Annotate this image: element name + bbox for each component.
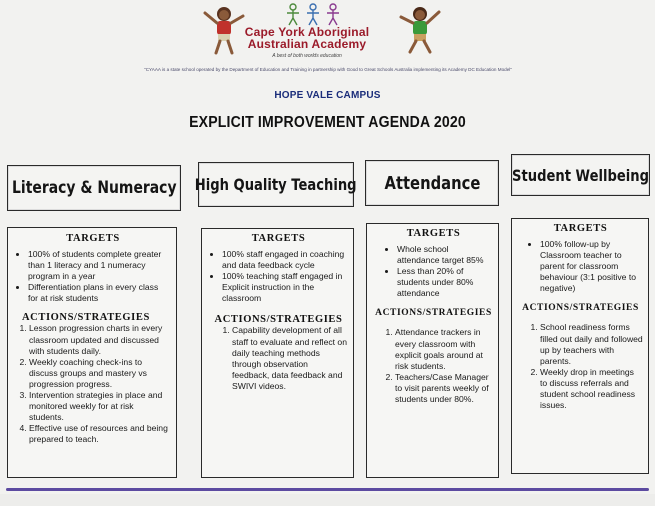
list-item: 2. Weekly drop in meetings to discuss referrals and student school readiness issues.: [540, 367, 643, 411]
actions-heading: ACTIONS/STRATEGIES: [522, 303, 639, 314]
academy-logo-icon: [283, 2, 343, 26]
list-item: 1. Capability development of all staff to evaluate and reflect on daily teaching methods through observation feedback, data feedback and SWIVI videos.: [232, 325, 347, 392]
actions-list: [210, 325, 347, 392]
column-attendance: [366, 223, 499, 478]
list-item: • 100% teaching staff engaged in Explicit instruction in the classroom: [222, 271, 347, 304]
footer-divider: [6, 488, 649, 491]
column-literacy-numeracy: [7, 227, 177, 478]
list-item: 1. Lesson progression charts in every classroom updated and discussed with students daily.: [29, 323, 170, 356]
list-item: 2. Weekly coaching check-ins to discuss groups and mastery vs progression progress.: [29, 357, 170, 390]
list-item: • Differentiation plans in every class for at risk students: [28, 282, 170, 304]
list-item: • 100% follow-up by Classroom teacher to parent for classroom behaviour (3:1 positive to negative): [540, 239, 643, 294]
targets-list: [518, 239, 643, 294]
child-figure-right-icon: [398, 4, 442, 56]
targets-heading: TARGETS: [406, 228, 461, 239]
actions-heading: ACTIONS/STRATEGIES: [22, 312, 150, 324]
targets-heading: TARGETS: [66, 233, 120, 244]
list-item: 1. Attendance trackers in every classroom with explicit goals around at risk students.: [395, 327, 492, 371]
actions-heading: ACTIONS/STRATEGIES: [375, 308, 492, 319]
list-item: 4. Effective use of resources and being prepared to teach.: [29, 423, 170, 445]
heading-attendance: Attendance: [365, 160, 499, 206]
partnership-disclaimer: "CYAAA is a state school operated by the Department of Education and Training in partnership with Good to Great Schools Australia implementing its Academy DC Education Model": [144, 67, 512, 72]
targets-list: [16, 249, 170, 304]
academy-name-line2: Australian Academy: [247, 37, 367, 51]
actions-list: [16, 323, 170, 445]
list-item: 1. School readiness forms filled out daily and followed up by teachers with parents.: [540, 322, 643, 366]
targets-list: [210, 249, 347, 304]
list-item: • 100% staff engaged in coaching and data feedback cycle: [222, 249, 347, 271]
actions-list: [518, 322, 643, 411]
list-item: • Less than 20% of students under 80% attendance: [397, 266, 492, 299]
academy-name: [222, 26, 392, 50]
academy-tagline: A best of both worlds education: [272, 53, 342, 59]
targets-heading: TARGETS: [553, 223, 608, 234]
list-item: • 100% of students complete greater than 1 literacy and 1 numeracy program in a year: [28, 249, 170, 282]
list-item: 3. Intervention strategies in place and monitored weekly for at risk students.: [29, 390, 170, 423]
bottom-margin: [0, 494, 655, 506]
campus-title: HOPE VALE CAMPUS: [274, 90, 381, 101]
actions-list: [375, 327, 492, 405]
actions-heading: ACTIONS/STRATEGIES: [214, 314, 343, 326]
column-high-quality-teaching: [201, 228, 354, 478]
heading-literacy-numeracy: Literacy & Numeracy: [7, 165, 181, 211]
column-student-wellbeing: [511, 218, 649, 474]
heading-student-wellbeing: Student Wellbeing: [511, 154, 650, 196]
agenda-title: EXPLICIT IMPROVEMENT AGENDA 2020: [189, 114, 466, 131]
list-item: • Whole school attendance target 85%: [397, 244, 492, 266]
list-item: 2. Teachers/Case Manager to visit parents weekly of students under 80%.: [395, 372, 492, 405]
academy-name-line1: Cape York Aboriginal: [244, 25, 370, 39]
targets-heading: TARGETS: [251, 233, 306, 244]
targets-list: [375, 244, 492, 299]
heading-high-quality-teaching: High Quality Teaching: [198, 162, 354, 207]
